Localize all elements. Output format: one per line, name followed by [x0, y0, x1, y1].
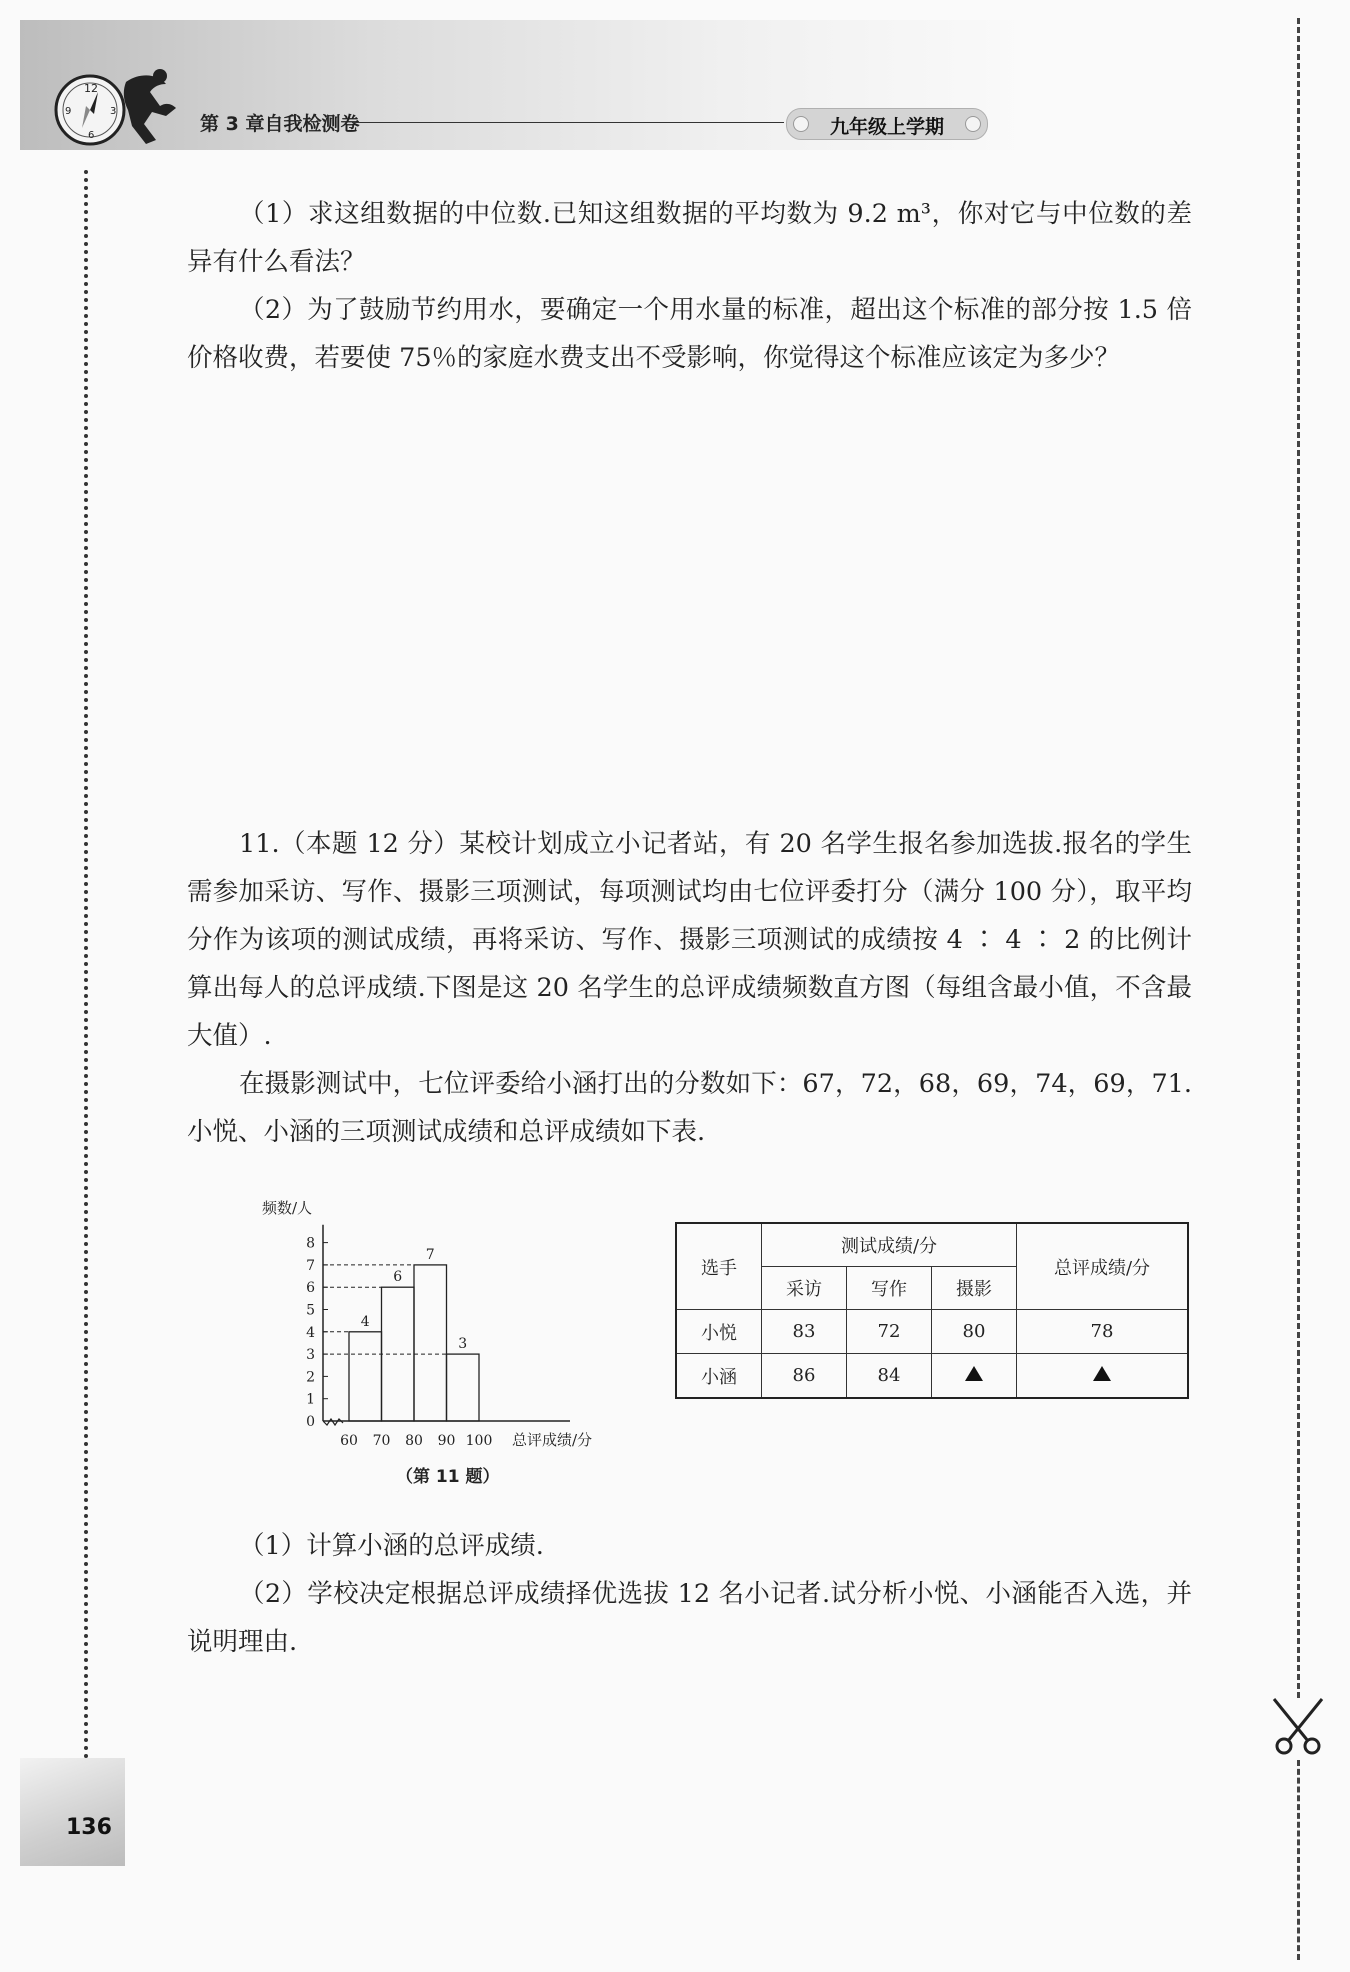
- y-tick-label: 2: [306, 1369, 315, 1386]
- row-name: 小涵: [676, 1354, 762, 1399]
- binding-dotted-line: [84, 170, 88, 1760]
- histogram-bar: [414, 1265, 447, 1421]
- pill-circle-left: [793, 116, 809, 132]
- row-interview: 86: [762, 1354, 847, 1399]
- triangle-marker-icon: [965, 1366, 983, 1381]
- chapter-title: 第 3 章自我检测卷: [200, 113, 360, 135]
- x-tick-label: 60: [340, 1433, 358, 1449]
- svg-text:6: 6: [88, 130, 95, 141]
- svg-text:12: 12: [84, 82, 98, 95]
- x-tick-label: 90: [437, 1433, 456, 1449]
- y-tick-label: 5: [306, 1302, 315, 1319]
- bar-data-label: 7: [425, 1246, 435, 1263]
- x-axis-label: 总评成绩/分: [512, 1431, 593, 1449]
- x-tick-label: 70: [372, 1433, 391, 1449]
- cut-dashed-line: [1297, 18, 1300, 1698]
- row-photo: [932, 1354, 1017, 1399]
- figure-caption: （第 11 题）: [396, 1467, 500, 1487]
- q11-photo-scores: 在摄影测试中，七位评委给小涵打出的分数如下：67，72，68，69，74，69，71.小悦、小涵的三项测试成绩和总评成绩如下表.: [187, 1069, 1192, 1147]
- q11-intro: 11.（本题 12 分）某校计划成立小记者站，有 20 名学生报名参加选拔.报名的学生需参加采访、写作、摄影三项测试，每项测试均由七位评委打分（满分 100 分），取平均分作为该项的测试成绩，再将采访、写作、摄影三项测试的成绩按 4 ∶ 4 ∶ 2 的比例计算出每人的总评成绩.下图是这 20 名学生的总评成绩频数直方图（每组含最小值，不含最大值）.: [187, 829, 1192, 1051]
- y-tick-label: 0: [306, 1414, 315, 1430]
- grade-pill: [786, 108, 988, 140]
- histogram-bar: [349, 1332, 382, 1421]
- y-tick-label: 8: [306, 1235, 315, 1252]
- svg-text:9: 9: [65, 106, 72, 117]
- table-row: [676, 1310, 1188, 1354]
- row-total: [1017, 1354, 1189, 1399]
- grade-label: 九年级上学期: [829, 116, 944, 138]
- page-number-tab: [20, 1758, 125, 1866]
- pill-circle-right: [965, 116, 981, 132]
- table-row: [676, 1354, 1188, 1399]
- clock-runner-logo: [48, 62, 188, 162]
- bar-data-label: 4: [360, 1313, 370, 1330]
- cut-dashed-line-lower: [1297, 1760, 1300, 1960]
- y-tick-label: 6: [306, 1280, 315, 1297]
- row-name: 小悦: [676, 1310, 762, 1354]
- bar-data-label: 6: [393, 1269, 403, 1286]
- score-histogram: [230, 1195, 630, 1455]
- player-header: 选手: [676, 1223, 762, 1310]
- y-tick-label: 4: [306, 1324, 315, 1341]
- row-writing: 84: [847, 1354, 932, 1399]
- q11-part2: （2）学校决定根据总评成绩择优选拔 12 名小记者.试分析小悦、小涵能否入选，并说明理由.: [187, 1579, 1192, 1657]
- header-rule: [352, 122, 784, 123]
- score-table: [675, 1222, 1189, 1399]
- histogram-bar: [447, 1354, 480, 1421]
- triangle-marker-icon: [1093, 1366, 1111, 1381]
- x-tick-label: 80: [405, 1433, 423, 1449]
- row-interview: 83: [762, 1310, 847, 1354]
- bar-data-label: 3: [458, 1336, 468, 1353]
- sub-header-photo: 摄影: [932, 1267, 1017, 1310]
- row-total: 78: [1017, 1310, 1189, 1354]
- y-axis-label: 频数/人: [261, 1199, 312, 1217]
- page-number: 136: [66, 1815, 112, 1840]
- total-header: 总评成绩/分: [1017, 1223, 1189, 1310]
- q11-part1: （1）计算小涵的总评成绩.: [239, 1531, 544, 1561]
- y-tick-label: 7: [306, 1257, 315, 1274]
- scissors-icon: [1268, 1695, 1328, 1757]
- test-header: 测试成绩/分: [762, 1223, 1017, 1267]
- y-tick-label: 3: [306, 1347, 315, 1364]
- row-photo: 80: [932, 1310, 1017, 1354]
- q10-part2: （2）为了鼓励节约用水，要确定一个用水量的标准，超出这个标准的部分按 1.5 倍价格收费，若要使 75％的家庭水费支出不受影响，你觉得这个标准应该定为多少？: [187, 295, 1192, 373]
- y-tick-label: 1: [306, 1391, 315, 1408]
- axis-break: [323, 1419, 343, 1425]
- svg-text:3: 3: [110, 106, 117, 117]
- x-tick-label: 100: [465, 1433, 493, 1449]
- sub-header-interview: 采访: [762, 1267, 847, 1310]
- sub-header-writing: 写作: [847, 1267, 932, 1310]
- q10-part1: （1）求这组数据的中位数.已知这组数据的平均数为 9.2 m³，你对它与中位数的差异有什么看法？: [187, 199, 1192, 277]
- row-writing: 72: [847, 1310, 932, 1354]
